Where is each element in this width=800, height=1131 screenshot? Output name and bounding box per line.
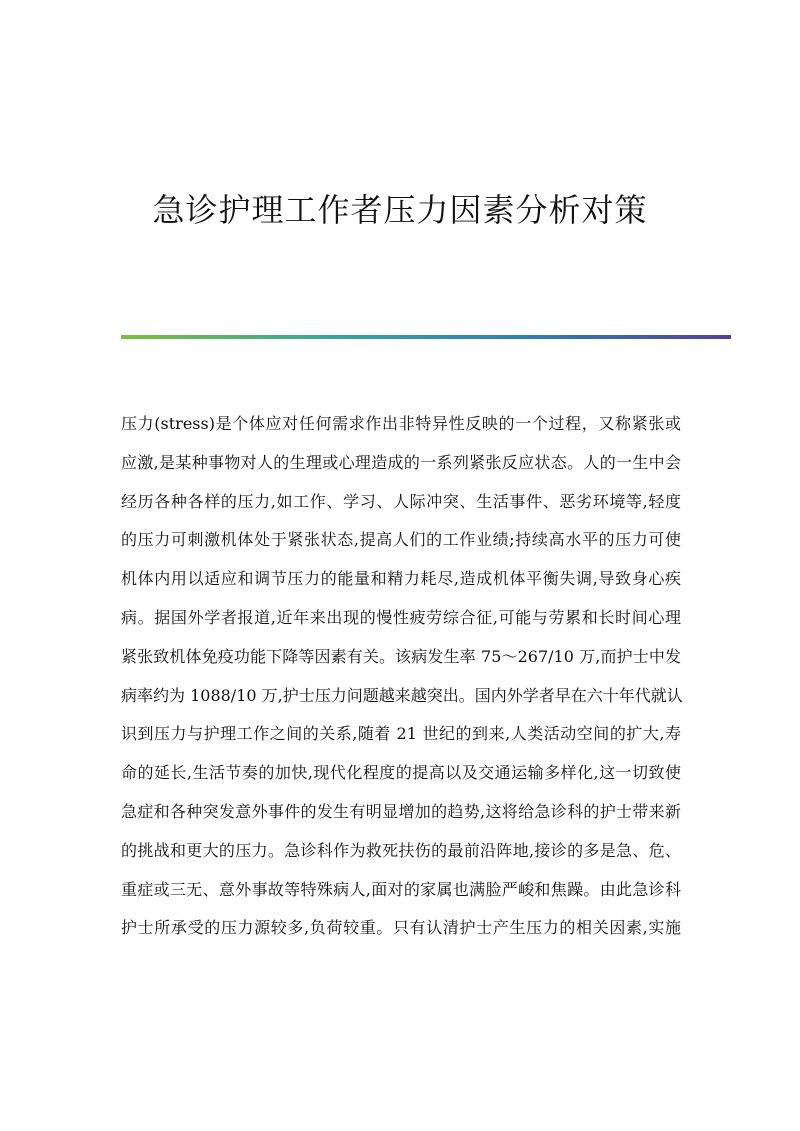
paragraph-line: 识到压力与护理工作之间的关系,随着 21 世纪的到来,人类活动空间的扩大,寿 — [121, 724, 681, 744]
paragraph-line: 经历各种各样的压力,如工作、学习、人际冲突、生活事件、恶劣环境等,轻度 — [121, 491, 681, 511]
title-divider — [121, 335, 731, 339]
paragraph-line: 的压力可刺激机体处于紧张状态,提高人们的工作业绩;持续高水平的压力可使 — [121, 530, 681, 550]
paragraph-line: 病率约为 1088/10 万,护士压力问题越来越突出。国内外学者早在六十年代就认 — [121, 685, 683, 705]
paragraph-line: 的挑战和更大的压力。急诊科作为救死扶伤的最前沿阵地,接诊的多是急、危、 — [121, 840, 681, 860]
paragraph-line: 紧张致机体免疫功能下降等因素有关。该病发生率 75～267/10 万,而护士中发 — [121, 646, 681, 666]
paragraph-line: 护士所承受的压力源较多,负荷较重。只有认清护士产生压力的相关因素,实施 — [121, 918, 681, 938]
paragraph-line: 压力(stress)是个体应对任何需求作出非特异性反映的一个过程，又称紧张或 — [121, 414, 681, 433]
body-paragraph — [121, 405, 681, 948]
paragraph-line: 病。据国外学者报道,近年来出现的慢性疲劳综合征,可能与劳累和长时间心理 — [121, 607, 681, 627]
paragraph-line: 重症或三无、意外事故等特殊病人,面对的家属也满脸严峻和焦躁。由此急诊科 — [121, 879, 681, 899]
page-title: 急诊护理工作者压力因素分析对策 — [152, 191, 648, 229]
paragraph-line: 急症和各种突发意外事件的发生有明显增加的趋势,这将给急诊科的护士带来新 — [121, 801, 681, 821]
paragraph-line: 机体内用以适应和调节压力的能量和精力耗尽,造成机体平衡失调,导致身心疾 — [121, 569, 681, 589]
paragraph-line: 命的延长,生活节奏的加快,现代化程度的提高以及交通运输多样化,这一切致使 — [121, 763, 681, 783]
paragraph-line: 应激,是某种事物对人的生理或心理造成的一系列紧张反应状态。人的一生中会 — [121, 452, 681, 472]
